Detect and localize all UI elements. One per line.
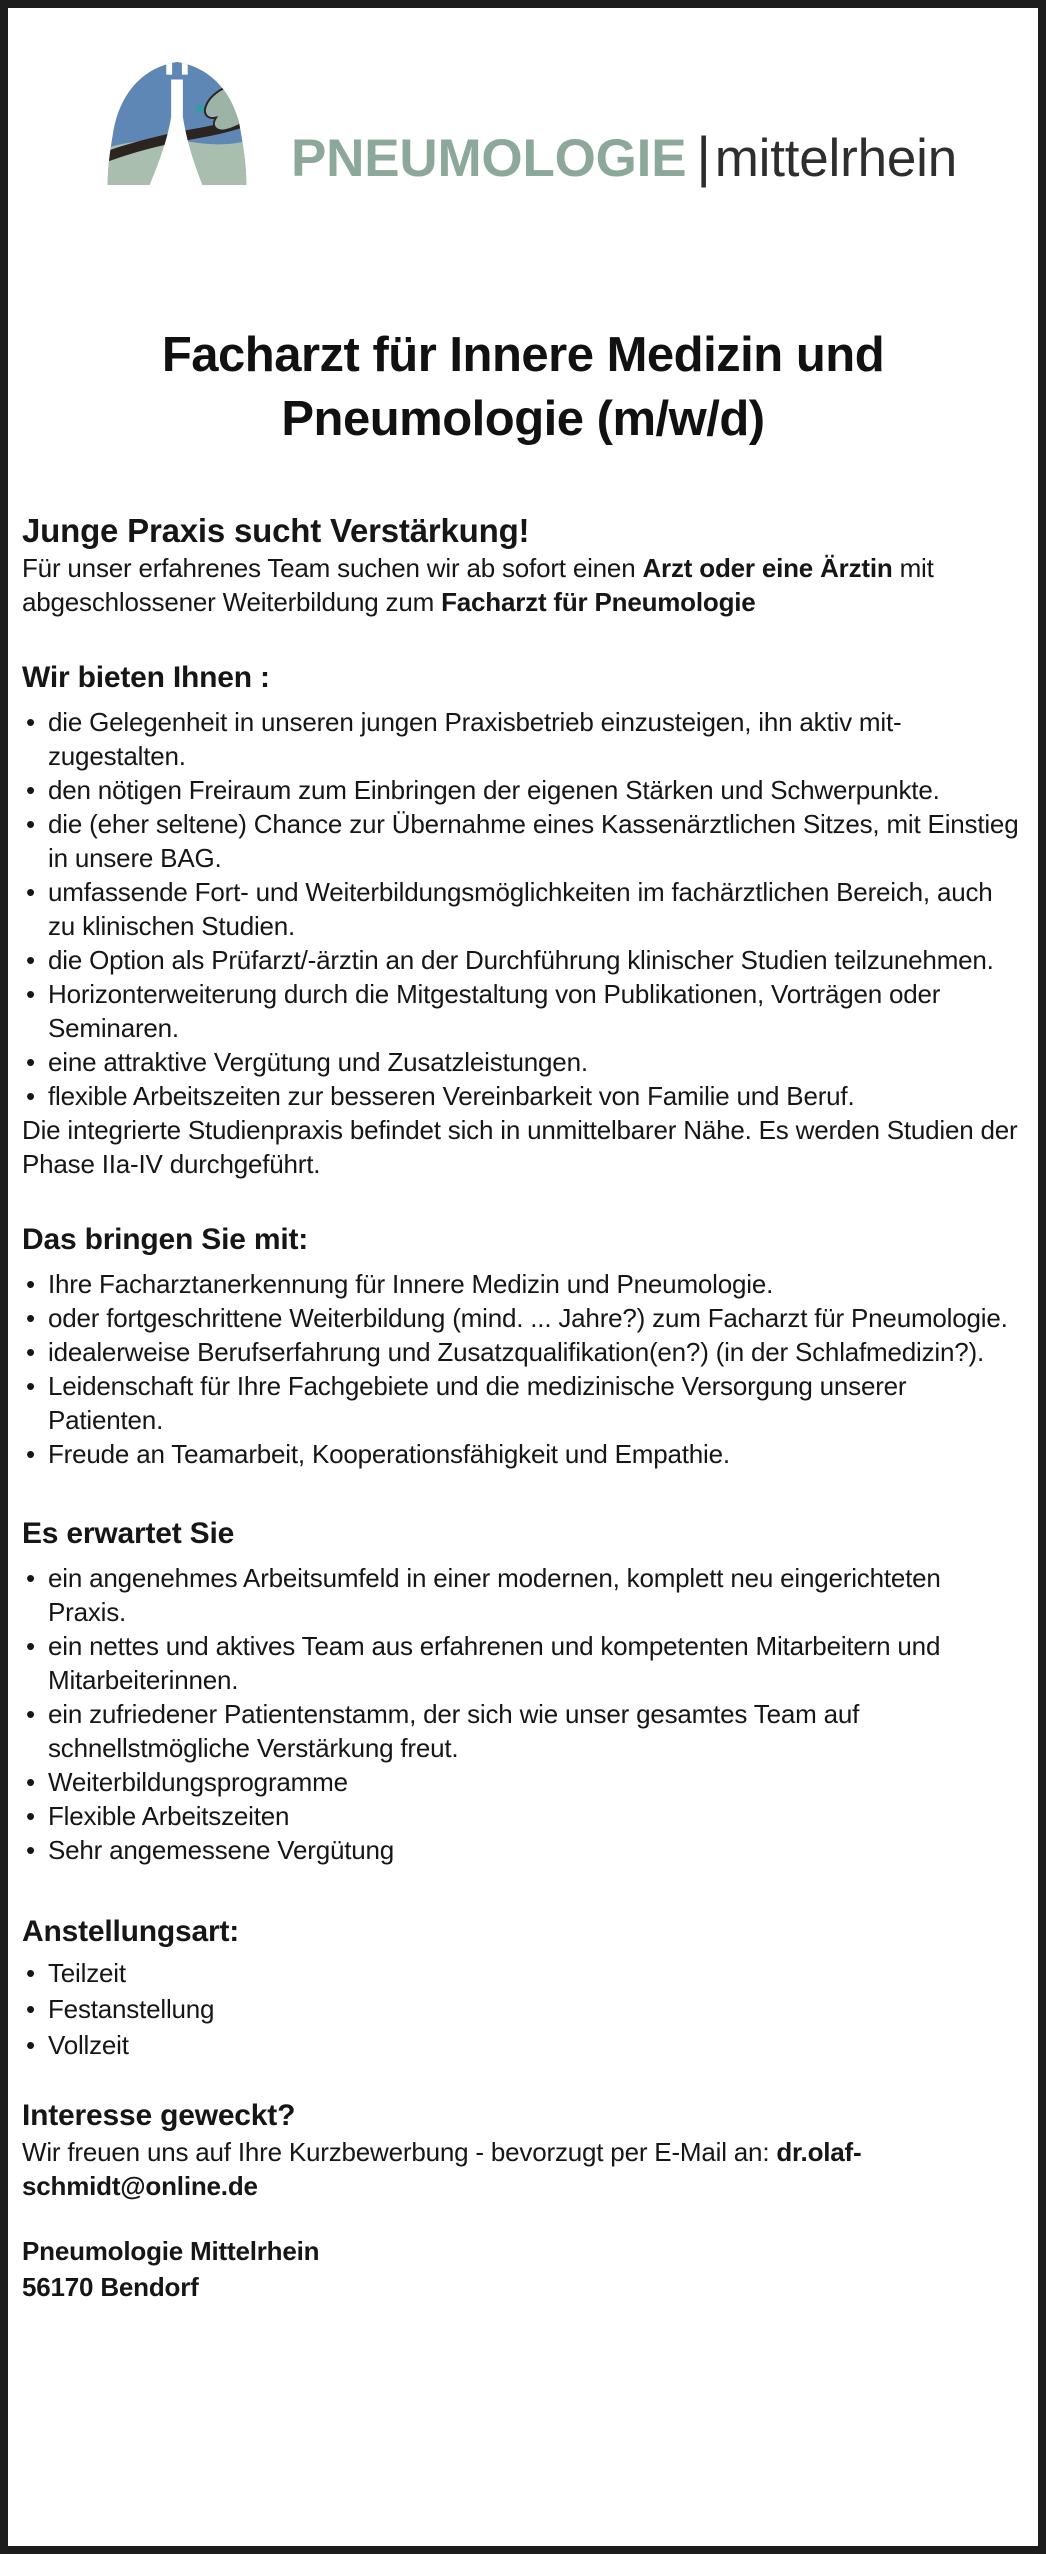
list-item: • die (eher seltene) Chance zur Übernahme eines Kassenärztlichen Sitzes, mit Einstieg in unsere BAG. (22, 807, 1024, 875)
brand-name: PNEUMOLOGIE (291, 128, 687, 188)
list-item: • ein zufriedener Patientenstamm, der sich wie unser gesamtes Team auf schnellstmögliche Verstärkung freut. (22, 1697, 1024, 1765)
section-expectations-heading: Es erwartet Sie (22, 1517, 235, 1550)
lung-landscape-logo-icon (89, 60, 265, 187)
intro-text-2: mit abgeschlossener Weiterbildung zum (22, 553, 934, 617)
contact-email: dr.olaf-schmidt@online.de (22, 2137, 862, 2201)
employment-list (22, 1955, 1024, 2063)
section-expectations (22, 1515, 1024, 1867)
job-title-line1: Facharzt für Innere Medizin und (161, 328, 885, 382)
brand-region: mittelrhein (714, 128, 957, 188)
section-interest-heading: Interesse geweckt? (22, 2099, 296, 2132)
list-item: • Festanstellung (22, 1991, 1024, 2027)
company-address: 56170 Bendorf (22, 2272, 199, 2302)
company-name: Pneumologie Mittelrhein (22, 2236, 320, 2266)
list-item: • Horizonterweiterung durch die Mitgestaltung von Publikationen, Vorträgen oder Seminaren. (22, 977, 1024, 1045)
list-item: • Ihre Facharztanerkennung für Innere Medizin und Pneumologie. (22, 1267, 1024, 1301)
brand-wordmark (291, 124, 957, 188)
intro-paragraph (22, 551, 1024, 619)
list-item: • Weiterbildungsprogramme (22, 1765, 1024, 1799)
section-interest (22, 2097, 1024, 2203)
brand-header (22, 60, 1024, 187)
list-item: • Flexible Arbeitszeiten (22, 1799, 1024, 1833)
list-item: • oder fortgeschrittene Weiterbildung (mind. ... Jahre?) zum Facharzt für Pneumologie. (22, 1301, 1024, 1335)
section-employment-type (22, 1913, 1024, 2063)
list-item: • Vollzeit (22, 2027, 1024, 2063)
job-title-line2: Pneumologie (m/w/d) (281, 392, 765, 446)
footer (22, 2233, 1024, 2305)
list-item: • Leidenschaft für Ihre Fachgebiete und die medizinische Versorgung unserer Patienten. (22, 1369, 1024, 1437)
tagline: Junge Praxis sucht Verstärkung! (22, 512, 530, 549)
list-item: • Freude an Teamarbeit, Kooperationsfähigkeit und Empathie. (22, 1437, 1024, 1471)
contact-text: Wir freuen uns auf Ihre Kurzbewerbung - bevorzugt per E-Mail an: (22, 2137, 777, 2167)
list-item: • ein nettes und aktives Team aus erfahrenen und kompetenten Mitarbeitern und Mitarbeiterinnen. (22, 1629, 1024, 1697)
section-offer (22, 659, 1024, 1113)
list-item: • die Option als Prüfarzt/-ärztin an der Durchführung klinischer Studien teilzunehmen. (22, 943, 1024, 977)
section-employment-heading: Anstellungsart: (22, 1915, 240, 1948)
section-requirements (22, 1221, 1024, 1471)
expectations-list (22, 1561, 1024, 1867)
list-item: • idealerweise Berufserfahrung und Zusatzqualifikation(en?) (in der Schlafmedizin?). (22, 1335, 1024, 1369)
intro-text-1: Für unser erfahrenes Team suchen wir ab sofort einen (22, 553, 643, 583)
list-item: • ein angenehmes Arbeitsumfeld in einer modernen, komplett neu eingerichteten Praxis. (22, 1561, 1024, 1629)
list-item: • eine attraktive Vergütung und Zusatzleistungen. (22, 1045, 1024, 1079)
section-requirements-heading: Das bringen Sie mit: (22, 1223, 309, 1256)
section-offer-heading: Wir bieten Ihnen : (22, 661, 270, 694)
list-item: • Sehr angemessene Vergütung (22, 1833, 1024, 1867)
list-item: • umfassende Fort- und Weiterbildungsmöglichkeiten im fachärztlichen Bereich, auch zu klinischen Studien. (22, 875, 1024, 943)
study-note: Die integrierte Studienpraxis befindet sich in unmittelbarer Nähe. Es werden Studien der Phase IIa-IV durchgeführt. (22, 1115, 1018, 1179)
list-item: • die Gelegenheit in unseren jungen Praxisbetrieb einzusteigen, ihn aktiv mitzugestalten. (22, 705, 1024, 773)
offer-list (22, 705, 1024, 1113)
list-item: • Teilzeit (22, 1955, 1024, 1991)
intro-bold-arzt: Arzt oder eine Ärztin (642, 553, 893, 583)
intro-bold-facharzt: Facharzt für Pneumologie (441, 587, 756, 617)
list-item: • den nötigen Freiraum zum Einbringen der eigenen Stärken und Schwerpunkte. (22, 773, 1024, 807)
brand-divider: | (696, 124, 711, 188)
contact-paragraph (22, 2135, 1024, 2203)
job-title (22, 323, 1024, 451)
list-item: • flexible Arbeitszeiten zur besseren Vereinbarkeit von Familie und Beruf. (22, 1079, 1024, 1113)
requirements-list (22, 1267, 1024, 1471)
